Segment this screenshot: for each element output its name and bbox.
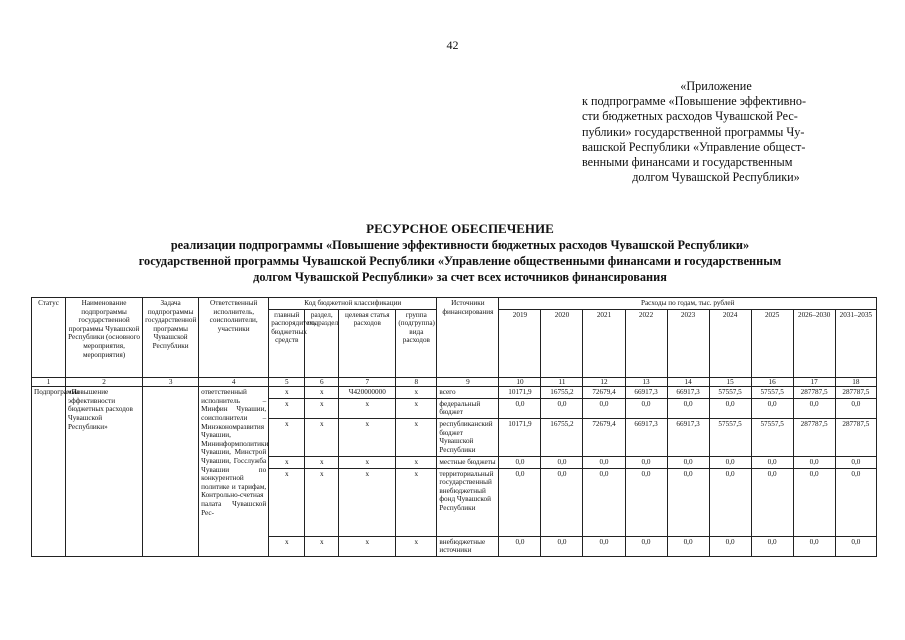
column-number: 4 — [199, 377, 269, 387]
target-cell: х — [339, 536, 396, 556]
column-number: 10 — [499, 377, 541, 387]
value-cell: 0,0 — [835, 536, 876, 556]
value-cell: 0,0 — [541, 398, 583, 418]
value-cell: 66917,3 — [667, 418, 709, 456]
value-cell: 10171,9 — [499, 387, 541, 399]
header-executor: Ответственный исполнитель, соисполнители, участники — [199, 298, 269, 378]
value-cell: 0,0 — [835, 398, 876, 418]
column-number: 11 — [541, 377, 583, 387]
column-number: 1 — [32, 377, 66, 387]
value-cell: 287787,5 — [793, 418, 835, 456]
column-number: 7 — [339, 377, 396, 387]
appendix-line: к подпрограмме «Повышение эффективно- — [582, 94, 807, 109]
column-numbers-row — [32, 377, 877, 387]
header-year: 2022 — [625, 309, 667, 377]
value-cell: 0,0 — [793, 536, 835, 556]
header-budget-code: Код бюджетной классификации — [269, 298, 437, 310]
appendix-note — [582, 79, 850, 185]
value-cell: 0,0 — [751, 456, 793, 468]
value-cell: 0,0 — [709, 468, 751, 536]
value-cell: 0,0 — [541, 468, 583, 536]
grbs-cell: х — [269, 456, 305, 468]
title-line: долгом Чувашской Республики» за счет всех источников финансирования — [253, 270, 667, 284]
value-cell: 0,0 — [625, 468, 667, 536]
value-cell: 0,0 — [499, 398, 541, 418]
appendix-line: венными финансами и государственным — [582, 155, 793, 170]
header-year: 2026–2030 — [793, 309, 835, 377]
group-cell: х — [396, 387, 437, 399]
page-number: 42 — [446, 38, 459, 52]
target-cell: х — [339, 456, 396, 468]
grbs-cell: х — [269, 536, 305, 556]
section-cell: х — [305, 468, 339, 536]
value-cell: 57557,5 — [709, 387, 751, 399]
group-cell: х — [396, 398, 437, 418]
column-number: 16 — [751, 377, 793, 387]
group-cell: х — [396, 536, 437, 556]
value-cell: 10171,9 — [499, 418, 541, 456]
value-cell: 0,0 — [835, 468, 876, 536]
column-number: 17 — [793, 377, 835, 387]
appendix-line: публики» государственной программы Чу- — [582, 124, 805, 139]
column-number: 18 — [835, 377, 876, 387]
section-cell: х — [305, 398, 339, 418]
task-cell — [143, 387, 199, 557]
grbs-cell: х — [269, 387, 305, 399]
value-cell: 0,0 — [709, 456, 751, 468]
value-cell: 72679,4 — [583, 387, 625, 399]
column-number: 8 — [396, 377, 437, 387]
header-year: 2020 — [541, 309, 583, 377]
source-cell: федеральный бюджет — [437, 398, 499, 418]
value-cell: 0,0 — [499, 468, 541, 536]
value-cell: 0,0 — [709, 536, 751, 556]
value-cell: 0,0 — [667, 456, 709, 468]
value-cell: 0,0 — [541, 456, 583, 468]
header-target: целевая статья расходов — [339, 309, 396, 377]
value-cell: 66917,3 — [625, 418, 667, 456]
header-grbs: главный распорядитель бюджетных средств — [269, 309, 305, 377]
column-number: 14 — [667, 377, 709, 387]
column-number: 3 — [143, 377, 199, 387]
value-cell: 287787,5 — [835, 387, 876, 399]
value-cell: 0,0 — [583, 468, 625, 536]
value-cell: 287787,5 — [835, 418, 876, 456]
target-cell: Ч420000000 — [339, 387, 396, 399]
column-number: 12 — [583, 377, 625, 387]
grbs-cell: х — [269, 398, 305, 418]
resource-table — [31, 297, 877, 557]
value-cell: 0,0 — [583, 456, 625, 468]
header-task: Задача подпрограммы государственной программы Чувашской Республики — [143, 298, 199, 378]
column-number: 13 — [625, 377, 667, 387]
target-cell: х — [339, 418, 396, 456]
status-cell: Подпрограмма — [32, 387, 66, 557]
table-row — [32, 387, 877, 399]
value-cell: 16755,2 — [541, 418, 583, 456]
header-expenses: Расходы по годам, тыс. рублей — [499, 298, 877, 310]
section-cell: х — [305, 387, 339, 399]
section-cell: х — [305, 418, 339, 456]
header-group: группа (подгруппа) вида расходов — [396, 309, 437, 377]
column-number: 5 — [269, 377, 305, 387]
value-cell: 57557,5 — [709, 418, 751, 456]
header-sources: Источники финансирования — [437, 298, 499, 378]
appendix-line: сти бюджетных расходов Чувашской Рес- — [582, 109, 798, 124]
value-cell: 0,0 — [751, 536, 793, 556]
column-number: 6 — [305, 377, 339, 387]
executor-cell: ответственный исполнитель – Минфин Чувашии, соисполнители – Минэкономразвития Чувашии, Мининформполитики Чувашии, Минстрой Чувашии, Госслужба Чувашии по конкурентной политике и тарифам, Контрольно-счетная палата Чувашской Рес- — [199, 387, 269, 557]
value-cell: 0,0 — [625, 536, 667, 556]
source-cell: республиканский бюджет Чувашской Республики — [437, 418, 499, 456]
value-cell: 0,0 — [583, 536, 625, 556]
title-line: реализации подпрограммы «Повышение эффективности бюджетных расходов Чувашской Республики» — [170, 238, 750, 252]
value-cell: 66917,3 — [625, 387, 667, 399]
source-cell: территориальный государственный внебюджетный фонд Чувашской Республики — [437, 468, 499, 536]
header-year: 2021 — [583, 309, 625, 377]
target-cell: х — [339, 468, 396, 536]
source-cell: местные бюджеты — [437, 456, 499, 468]
value-cell: 0,0 — [709, 398, 751, 418]
title-line: РЕСУРСНОЕ ОБЕСПЕЧЕНИЕ — [366, 221, 554, 236]
header-name: Наименование подпрограммы государственной программы Чувашской Республики (основного мероприятия, мероприятия) — [66, 298, 143, 378]
value-cell: 0,0 — [793, 468, 835, 536]
header-section: раздел, подраздел — [305, 309, 339, 377]
value-cell: 72679,4 — [583, 418, 625, 456]
section-cell: х — [305, 536, 339, 556]
target-cell: х — [339, 398, 396, 418]
value-cell: 0,0 — [667, 536, 709, 556]
value-cell: 287787,5 — [793, 387, 835, 399]
value-cell: 57557,5 — [751, 387, 793, 399]
group-cell: х — [396, 418, 437, 456]
header-year: 2031–2035 — [835, 309, 876, 377]
document-title — [40, 221, 880, 285]
header-year: 2019 — [499, 309, 541, 377]
value-cell: 0,0 — [583, 398, 625, 418]
value-cell: 0,0 — [793, 456, 835, 468]
source-cell: всего — [437, 387, 499, 399]
group-cell: х — [396, 456, 437, 468]
value-cell: 57557,5 — [751, 418, 793, 456]
column-number: 2 — [66, 377, 143, 387]
column-number: 15 — [709, 377, 751, 387]
value-cell: 66917,3 — [667, 387, 709, 399]
value-cell: 0,0 — [751, 468, 793, 536]
value-cell: 0,0 — [667, 468, 709, 536]
title-line: государственной программы Чувашской Республики «Управление общественными финансами и государственным — [138, 254, 782, 268]
value-cell: 0,0 — [667, 398, 709, 418]
value-cell: 0,0 — [541, 536, 583, 556]
value-cell: 0,0 — [499, 456, 541, 468]
appendix-line: долгом Чувашской Республики» — [632, 170, 800, 185]
value-cell: 0,0 — [625, 398, 667, 418]
grbs-cell: х — [269, 418, 305, 456]
group-cell: х — [396, 468, 437, 536]
value-cell: 16755,2 — [541, 387, 583, 399]
name-cell: «Повышение эффективности бюджетных расходов Чувашской Республики» — [66, 387, 143, 557]
value-cell: 0,0 — [751, 398, 793, 418]
source-cell: внебюджетные источники — [437, 536, 499, 556]
value-cell: 0,0 — [835, 456, 876, 468]
value-cell: 0,0 — [793, 398, 835, 418]
header-year: 2024 — [709, 309, 751, 377]
section-cell: х — [305, 456, 339, 468]
value-cell: 0,0 — [625, 456, 667, 468]
appendix-line: вашской Республики «Управление общест- — [582, 139, 806, 154]
header-year: 2025 — [751, 309, 793, 377]
grbs-cell: х — [269, 468, 305, 536]
appendix-line: «Приложение — [680, 79, 752, 93]
value-cell: 0,0 — [499, 536, 541, 556]
header-year: 2023 — [667, 309, 709, 377]
header-status: Статус — [32, 298, 66, 378]
column-number: 9 — [437, 377, 499, 387]
